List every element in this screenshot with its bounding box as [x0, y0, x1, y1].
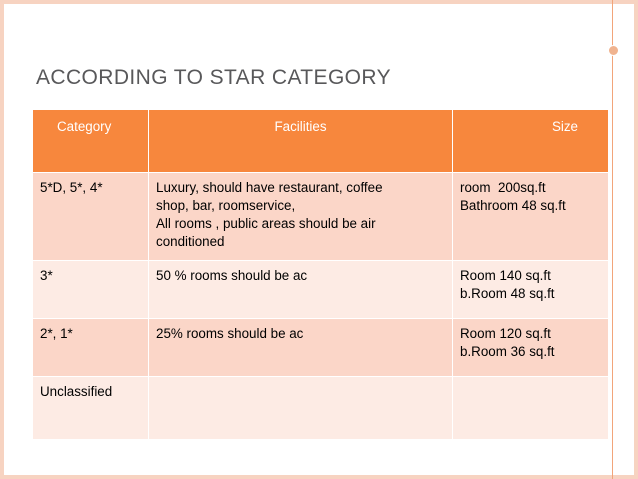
cell-size	[453, 261, 609, 319]
table-row	[33, 377, 609, 440]
slide-border-left	[0, 0, 4, 479]
facilities-line: 50 % rooms should be ac	[156, 268, 308, 283]
header-facilities: Facilities	[149, 110, 453, 173]
facilities-line: conditioned	[156, 234, 225, 249]
star-category-table	[32, 109, 609, 440]
table-row	[33, 319, 609, 377]
facilities-line: All rooms , public areas should be air	[156, 216, 376, 231]
cell-category: 2*, 1*	[33, 319, 149, 377]
size-line: b.Room 48 sq.ft	[460, 286, 555, 301]
size-line: b.Room 36 sq.ft	[460, 344, 555, 359]
facilities-line: shop, bar, roomservice,	[156, 198, 296, 213]
header-category: Category	[33, 110, 149, 173]
size-line: Bathroom 48 sq.ft	[460, 198, 566, 213]
table-header-row	[33, 110, 609, 173]
slide-border-bottom	[0, 475, 638, 479]
cell-facilities	[149, 377, 453, 440]
slide-vertical-rule	[612, 0, 613, 479]
cell-facilities	[149, 261, 453, 319]
cell-category: Unclassified	[33, 377, 149, 440]
cell-size	[453, 377, 609, 440]
header-size: Size	[453, 110, 609, 173]
cell-category: 5*D, 5*, 4*	[33, 173, 149, 261]
slide-decor-dot	[608, 45, 619, 56]
slide-border-right	[634, 0, 638, 479]
facilities-line: 25% rooms should be ac	[156, 326, 304, 341]
cell-size	[453, 319, 609, 377]
size-line: room 200sq.ft	[460, 180, 546, 195]
size-line: Room 120 sq.ft	[460, 326, 551, 341]
cell-facilities	[149, 319, 453, 377]
size-line: Room 140 sq.ft	[460, 268, 551, 283]
cell-category: 3*	[33, 261, 149, 319]
slide-title: ACCORDING TO STAR CATEGORY	[36, 66, 392, 89]
table-row	[33, 261, 609, 319]
facilities-line: Luxury, should have restaurant, coffee	[156, 180, 383, 195]
cell-facilities	[149, 173, 453, 261]
table-row	[33, 173, 609, 261]
cell-size	[453, 173, 609, 261]
slide-border-top	[0, 0, 638, 4]
